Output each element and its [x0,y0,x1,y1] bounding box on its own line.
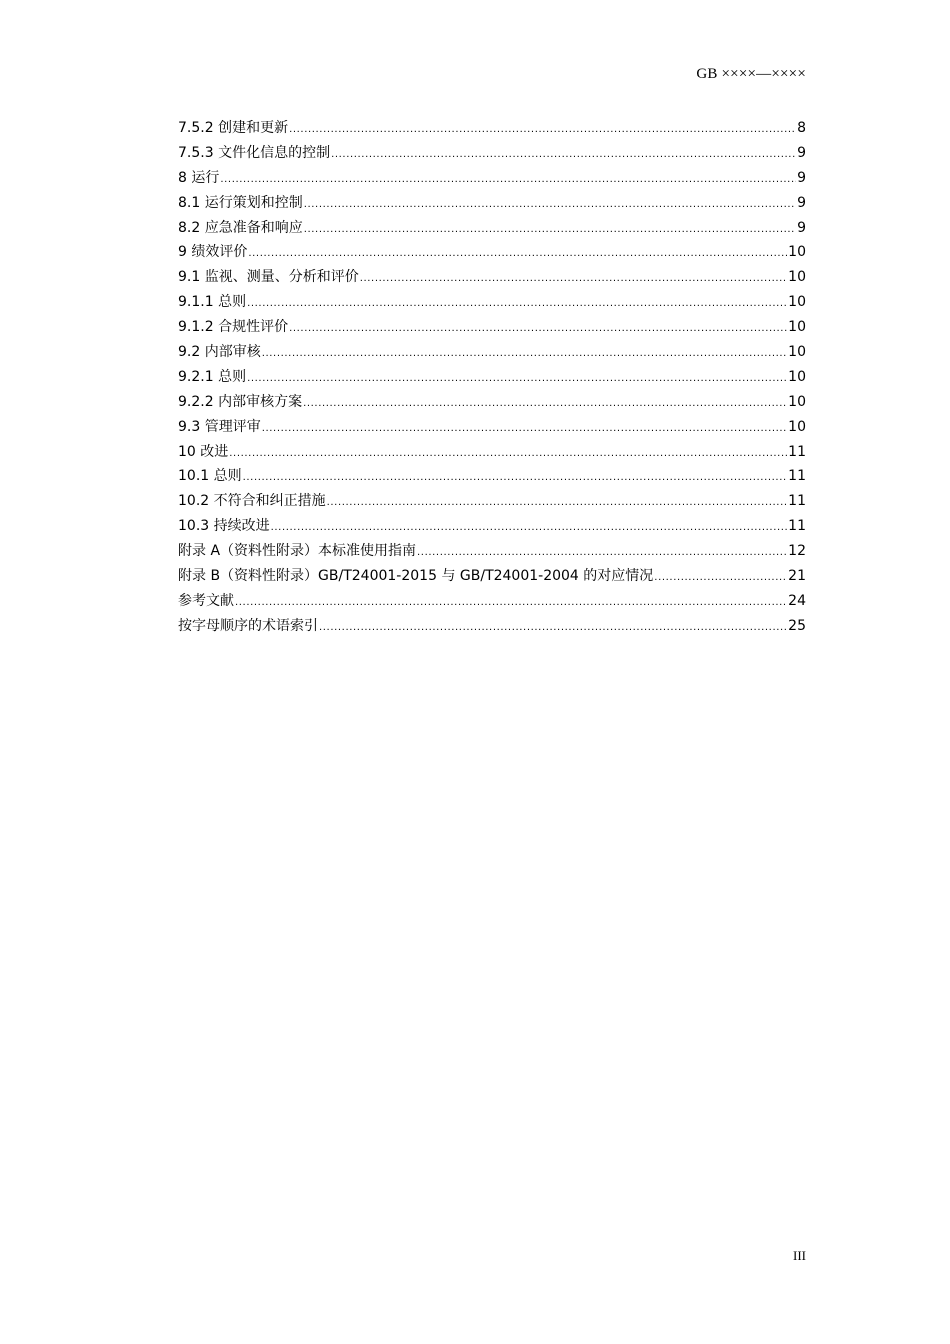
toc-leader [319,616,787,641]
toc-entry-7-5-3[interactable] [178,141,806,166]
toc-entry-10-2[interactable] [178,489,806,514]
toc-page-number: 11 [788,468,806,485]
toc-entry-bibliography[interactable] [178,589,806,614]
toc-leader [654,566,787,591]
toc-label: 附录 A（资料性附录）本标准使用指南 [178,543,417,560]
toc-page-number: 9 [797,144,806,161]
toc-entry-9-1[interactable] [178,265,806,290]
page-number: III [793,1248,806,1263]
toc-page-number: 10 [788,344,806,361]
toc-page-number: 8 [797,120,806,136]
toc-leader [417,541,787,566]
toc-entry-8-1[interactable] [178,191,806,216]
toc-page-number: 21 [788,568,806,585]
standard-code-header: GB ××××—×××× [696,66,806,82]
toc-label: 附录 B（资料性附录）GB/T24001-2015 与 GB/T24001-2004 的对应情况 [178,568,654,585]
toc-entry-9-1-1[interactable] [178,290,806,315]
toc-page-number: 9 [797,169,806,186]
toc-label: 10.1 总则 [178,468,242,485]
toc-entry-10-3[interactable] [178,514,806,539]
toc-entry-8-2[interactable] [178,216,806,241]
toc-page-number: 10 [788,244,806,261]
toc-label: 参考文献 [178,592,234,609]
toc-leader [248,242,787,267]
toc-entry-appendix-a[interactable] [178,539,806,564]
toc-leader [262,342,787,367]
toc-entry-9-2[interactable] [178,340,806,365]
toc-label: 9.2.1 总则 [178,368,247,385]
toc-label: 10 改进 [178,443,229,460]
toc-label: 9.1.2 合规性评价 [178,319,289,336]
toc-page-number: 12 [788,543,806,560]
toc-entry-8[interactable] [178,166,806,191]
toc-entry-9-1-2[interactable] [178,315,806,340]
toc-label: 9.3 管理评审 [178,418,261,435]
toc-label: 7.5.3 文件化信息的控制 [178,144,331,161]
toc-label: 8 运行 [178,169,220,186]
toc-label: 9.2 内部审核 [178,344,261,361]
toc-leader [229,442,787,467]
toc-label: 7.5.2 创建和更新 [178,120,289,136]
toc-page-number: 11 [788,518,806,535]
toc-leader [360,267,787,292]
toc-entry-appendix-b[interactable] [178,564,806,589]
toc-page-number: 11 [788,493,806,510]
toc-entry-10[interactable] [178,440,806,465]
toc-label: 9 绩效评价 [178,244,248,261]
toc-leader [235,591,787,616]
toc-label: 10.2 不符合和纠正措施 [178,493,326,510]
toc-page-number: 10 [788,418,806,435]
toc-page-number: 9 [797,194,806,211]
toc-page-number: 9 [797,219,806,236]
toc-entry-9[interactable] [178,240,806,265]
toc-leader [289,118,796,143]
table-of-contents [178,116,806,639]
toc-leader [271,516,788,541]
toc-entry-term-index[interactable] [178,614,806,639]
toc-page-number: 10 [788,393,806,410]
toc-entry-9-2-2[interactable] [178,390,806,415]
toc-leader [304,193,796,218]
toc-page-number: 10 [788,269,806,286]
toc-leader [262,417,787,442]
toc-page-number: 11 [788,443,806,460]
toc-leader [247,292,787,317]
toc-entry-7-5-2[interactable] [178,116,806,141]
toc-leader [304,218,796,243]
toc-page-number: 10 [788,294,806,311]
toc-entry-9-2-1[interactable] [178,365,806,390]
toc-leader [327,491,788,516]
toc-leader [243,466,788,491]
toc-entry-10-1[interactable] [178,464,806,489]
toc-label: 9.2.2 内部审核方案 [178,393,303,410]
toc-leader [331,143,796,168]
toc-label: 按字母顺序的术语索引 [178,617,318,634]
toc-page-number: 25 [788,617,806,634]
toc-label: 8.1 运行策划和控制 [178,194,303,211]
toc-page-number: 10 [788,319,806,336]
toc-leader [289,317,787,342]
toc-page-number: 24 [788,592,806,609]
toc-label: 10.3 持续改进 [178,518,270,535]
toc-leader [303,392,787,417]
toc-entry-9-3[interactable] [178,415,806,440]
toc-page-number: 10 [788,368,806,385]
toc-leader [220,168,796,193]
toc-label: 9.1.1 总则 [178,294,247,311]
toc-label: 8.2 应急准备和响应 [178,219,303,236]
toc-label: 9.1 监视、测量、分析和评价 [178,269,359,286]
toc-leader [247,367,787,392]
